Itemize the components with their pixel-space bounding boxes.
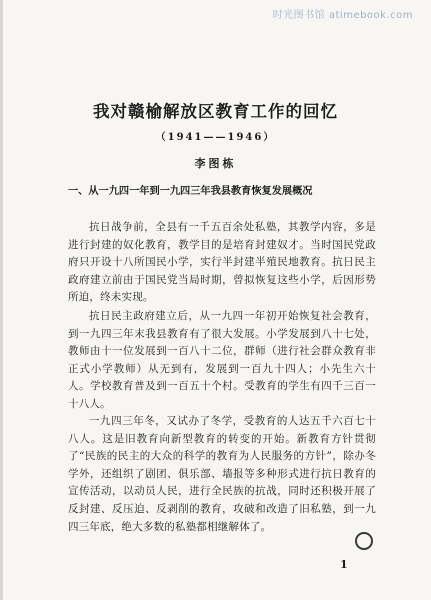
article-years: （1941——1946） <box>155 132 276 143</box>
ink-mark-icon <box>355 532 373 550</box>
section-heading: 一、从一九四一年到一九四三年我县教育恢复发展概况 <box>68 186 313 197</box>
article-title: 我对赣榆解放区教育工作的回忆 <box>93 102 338 121</box>
watermark: 时光图书馆 atimebook.com <box>272 10 413 21</box>
scan-edge <box>0 0 3 600</box>
page-number: 1 <box>340 558 348 571</box>
paragraph: 抗日民主政府建立后，从一九四一年初开始恢复社会教育，到一九四三年末我县教育有了很大发展。小学发展到八十七处，教师由十一位发展到一百八十二位，群师（进行社会群众教育非正式小学教师）从无到有，发展到一百九十四人；小先生六十人。学校教育普及到一百五十个村。受教育的学生有四千三百一十八人。 <box>68 310 376 410</box>
paragraph: 一九四三年冬，又试办了冬学，受教育的人达五千六百七十八人。这是旧教育向新型教育的转变的开始。新教育方针贯彻了“民族的民主的大众的科学的教育为人民服务的方针”，除办冬学外，还组织了剧团、俱乐部、墙报等多种形式进行抗日教育的宣传活动，以动员人民，进行全民族的抗战，同时还积极开展了反封建、反压迫、反剥削的教育，攻破和改造了旧私塾，到一九四三年底，绝大多数的私塾都相继解体了。 <box>68 415 376 533</box>
paragraph: 抗日战争前，全县有一千五百余处私塾，其教学内容，多是进行封建的奴化教育，教学目的是培育封建奴才。当时国民党政府只开设十八所国民小学，实行半封建半殖民地教育。抗日民主政府建立前由于国民党当局时期，曾拟恢复这些小学，后因形势所迫，终未实现。 <box>68 221 376 304</box>
article-author: 李图栋 <box>194 157 237 170</box>
